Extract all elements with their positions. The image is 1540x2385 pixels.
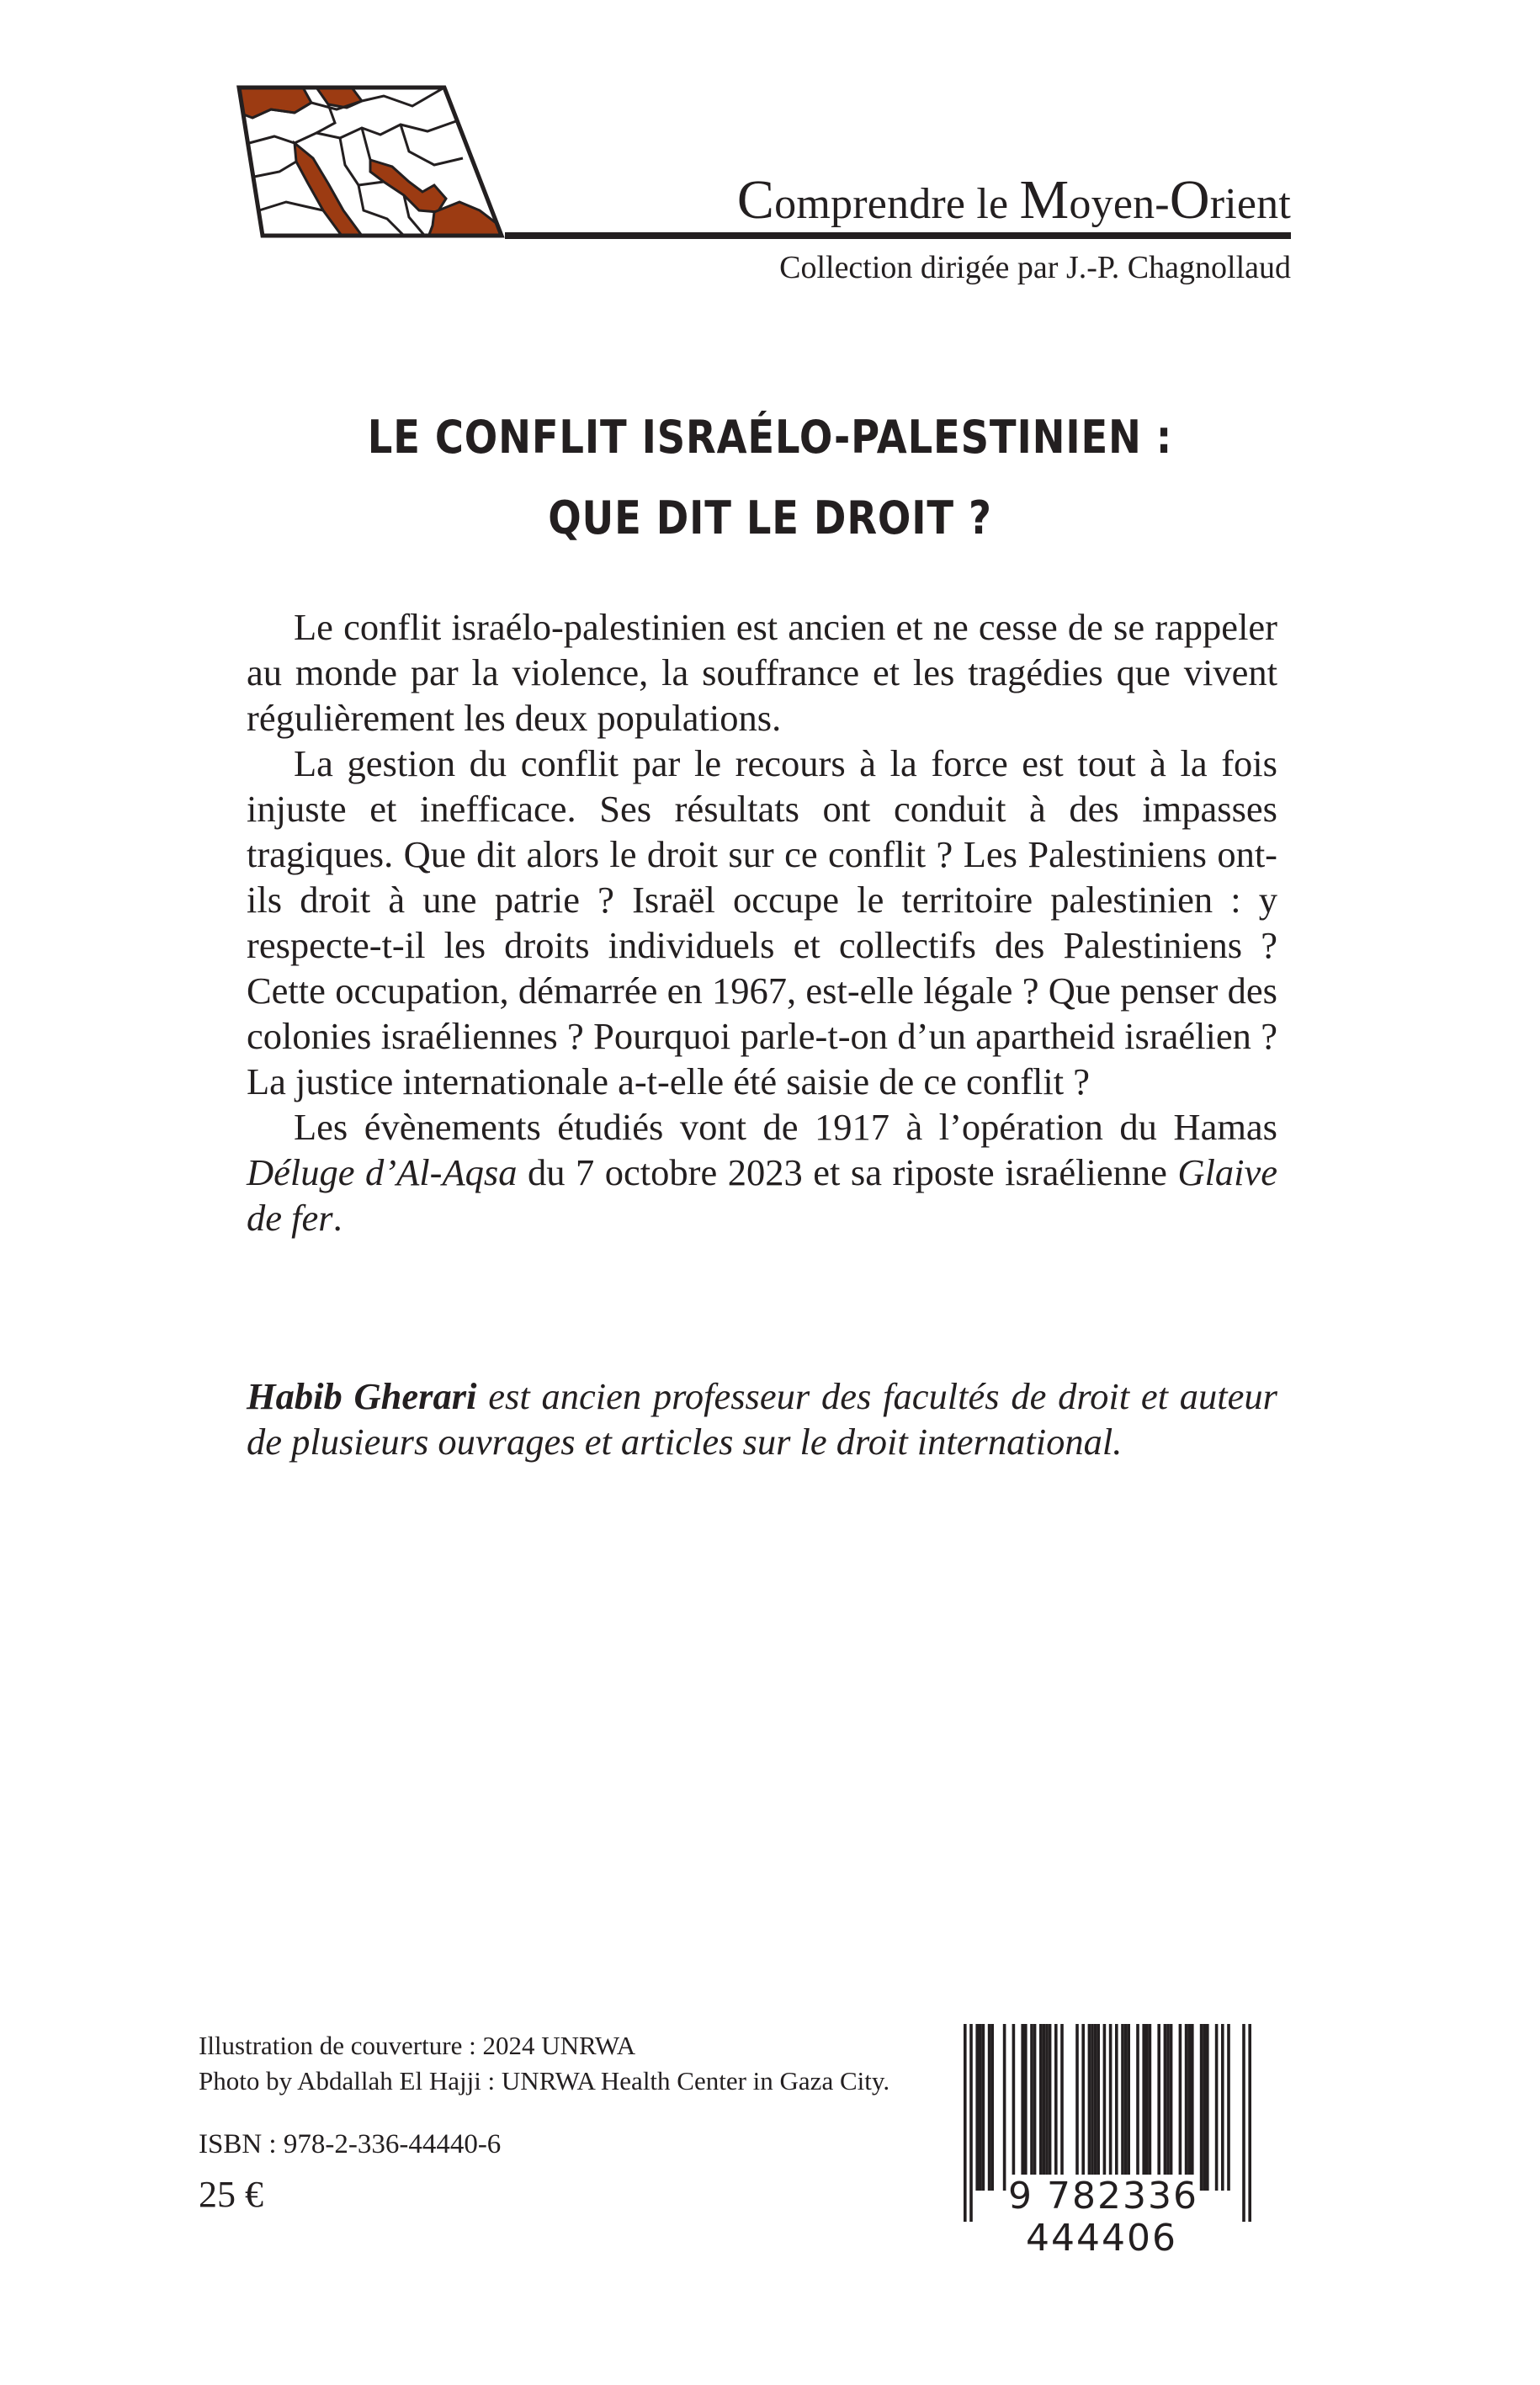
book-title-line-2: QUE DIT LE DROIT ? xyxy=(548,491,992,544)
barcode-bar xyxy=(1215,2024,1219,2191)
barcode-bar xyxy=(1097,2024,1100,2191)
cover-credits xyxy=(199,2028,889,2099)
barcode-bar xyxy=(1206,2024,1209,2191)
barcode-bar xyxy=(1003,2024,1006,2191)
barcode-bar xyxy=(1012,2024,1016,2191)
barcode-bar xyxy=(988,2024,991,2191)
barcode-bar xyxy=(990,2024,994,2191)
barcode-bar xyxy=(1136,2024,1139,2191)
barcode-bar xyxy=(1166,2024,1170,2191)
barcode-bar xyxy=(1075,2024,1079,2191)
barcode-bar xyxy=(1179,2024,1182,2191)
barcode-bar xyxy=(1142,2024,1145,2191)
book-title xyxy=(108,397,1432,559)
book-title-line-1: LE CONFLIT ISRAÉLO-PALESTINIEN : xyxy=(367,411,1173,464)
barcode-bar xyxy=(1021,2024,1024,2191)
barcode-bar xyxy=(1164,2024,1167,2191)
barcode-bar xyxy=(1191,2024,1194,2191)
barcode-bar xyxy=(1185,2024,1188,2191)
barcode-bar xyxy=(1145,2024,1149,2191)
barcode-bar xyxy=(1039,2024,1043,2191)
barcode-bar xyxy=(1033,2024,1037,2191)
series-rule xyxy=(505,232,1291,239)
barcode-bar xyxy=(1091,2024,1094,2191)
blurb-paragraph: Le conflit israélo-palestinien est ancien et ne cesse de se rappeler au monde par la violence, la souffrance et les tragédies que vivent régulièrement les deux populations. xyxy=(247,606,1277,739)
barcode-bar xyxy=(1115,2024,1118,2191)
barcode-digits: 9 782336 444406 xyxy=(1008,2175,1198,2260)
series-title: Comprendre le Moyen-Orient xyxy=(736,169,1291,231)
barcode-bar xyxy=(1187,2024,1191,2191)
price: 25 € xyxy=(199,2174,263,2215)
series-editor: Collection dirigée par J.-P. Chagnollaud xyxy=(779,250,1291,285)
barcode-bar xyxy=(1054,2024,1058,2191)
barcode-bar xyxy=(1060,2024,1064,2191)
barcode-bar xyxy=(975,2024,979,2191)
barcode-bar xyxy=(1081,2024,1085,2191)
series-logo-map-icon xyxy=(236,84,505,239)
barcode-bar xyxy=(1157,2024,1160,2191)
barcode-bar xyxy=(982,2024,985,2191)
barcode-bar xyxy=(1203,2024,1206,2191)
barcode-bar xyxy=(1030,2024,1033,2191)
barcode-bar xyxy=(1024,2024,1028,2191)
barcode-bar xyxy=(1121,2024,1124,2191)
barcode-bar xyxy=(1200,2024,1203,2191)
barcode-bar xyxy=(1227,2024,1230,2191)
barcode-bar xyxy=(1124,2024,1128,2191)
barcode-bar xyxy=(979,2024,982,2191)
author-name: Habib Gherari xyxy=(247,1375,477,1417)
barcode-bar xyxy=(1149,2024,1152,2191)
barcode-bar xyxy=(1045,2024,1049,2191)
isbn: ISBN : 978-2-336-44440-6 xyxy=(199,2129,502,2159)
blurb-paragraph: La gestion du conflit par le recours à la force est tout à la fois injuste et inefficace. Ses résultats ont conduit à des impasses tragiques. Que dit alors le droit sur ce conflit ? Les Palestiniens ont-ils droit à une patrie ? Israël occupe le territoire palestinien : y respecte-t-il les droits individuels et collectifs des Palestiniens ? Cette occupation, démarrée en 1967, est-elle légale ? Que penser des colonies israéliennes ? Pourquoi parle-t-on d’un apartheid israélien ? La justice internationale a-t-elle été saisie de ce conflit ? xyxy=(247,742,1277,1102)
barcode-bar xyxy=(1043,2024,1046,2191)
barcode-bar xyxy=(1094,2024,1097,2191)
barcode-bar xyxy=(1088,2024,1091,2191)
credit-line: Illustration de couverture : 2024 UNRWA xyxy=(199,2031,636,2060)
barcode-bar xyxy=(1127,2024,1130,2191)
barcode-bar xyxy=(1049,2024,1052,2191)
blurb xyxy=(247,604,1277,1240)
credit-line: Photo by Abdallah El Hajji : UNRWA Health Center in Gaza City. xyxy=(199,2066,890,2096)
author-bio: Habib Gherari est ancien professeur des facultés de droit et auteur de plusieurs ouvrages et articles sur le droit international. xyxy=(247,1375,1277,1463)
blurb-paragraph: Les évènements étudiés vont de 1917 à l’opération du Hamas Déluge d’Al-Aqsa du 7 octobre 2023 et sa riposte israélienne Glaive de fer. xyxy=(247,1106,1278,1239)
barcode-bar xyxy=(1170,2024,1173,2191)
barcode-bar xyxy=(1221,2024,1224,2191)
